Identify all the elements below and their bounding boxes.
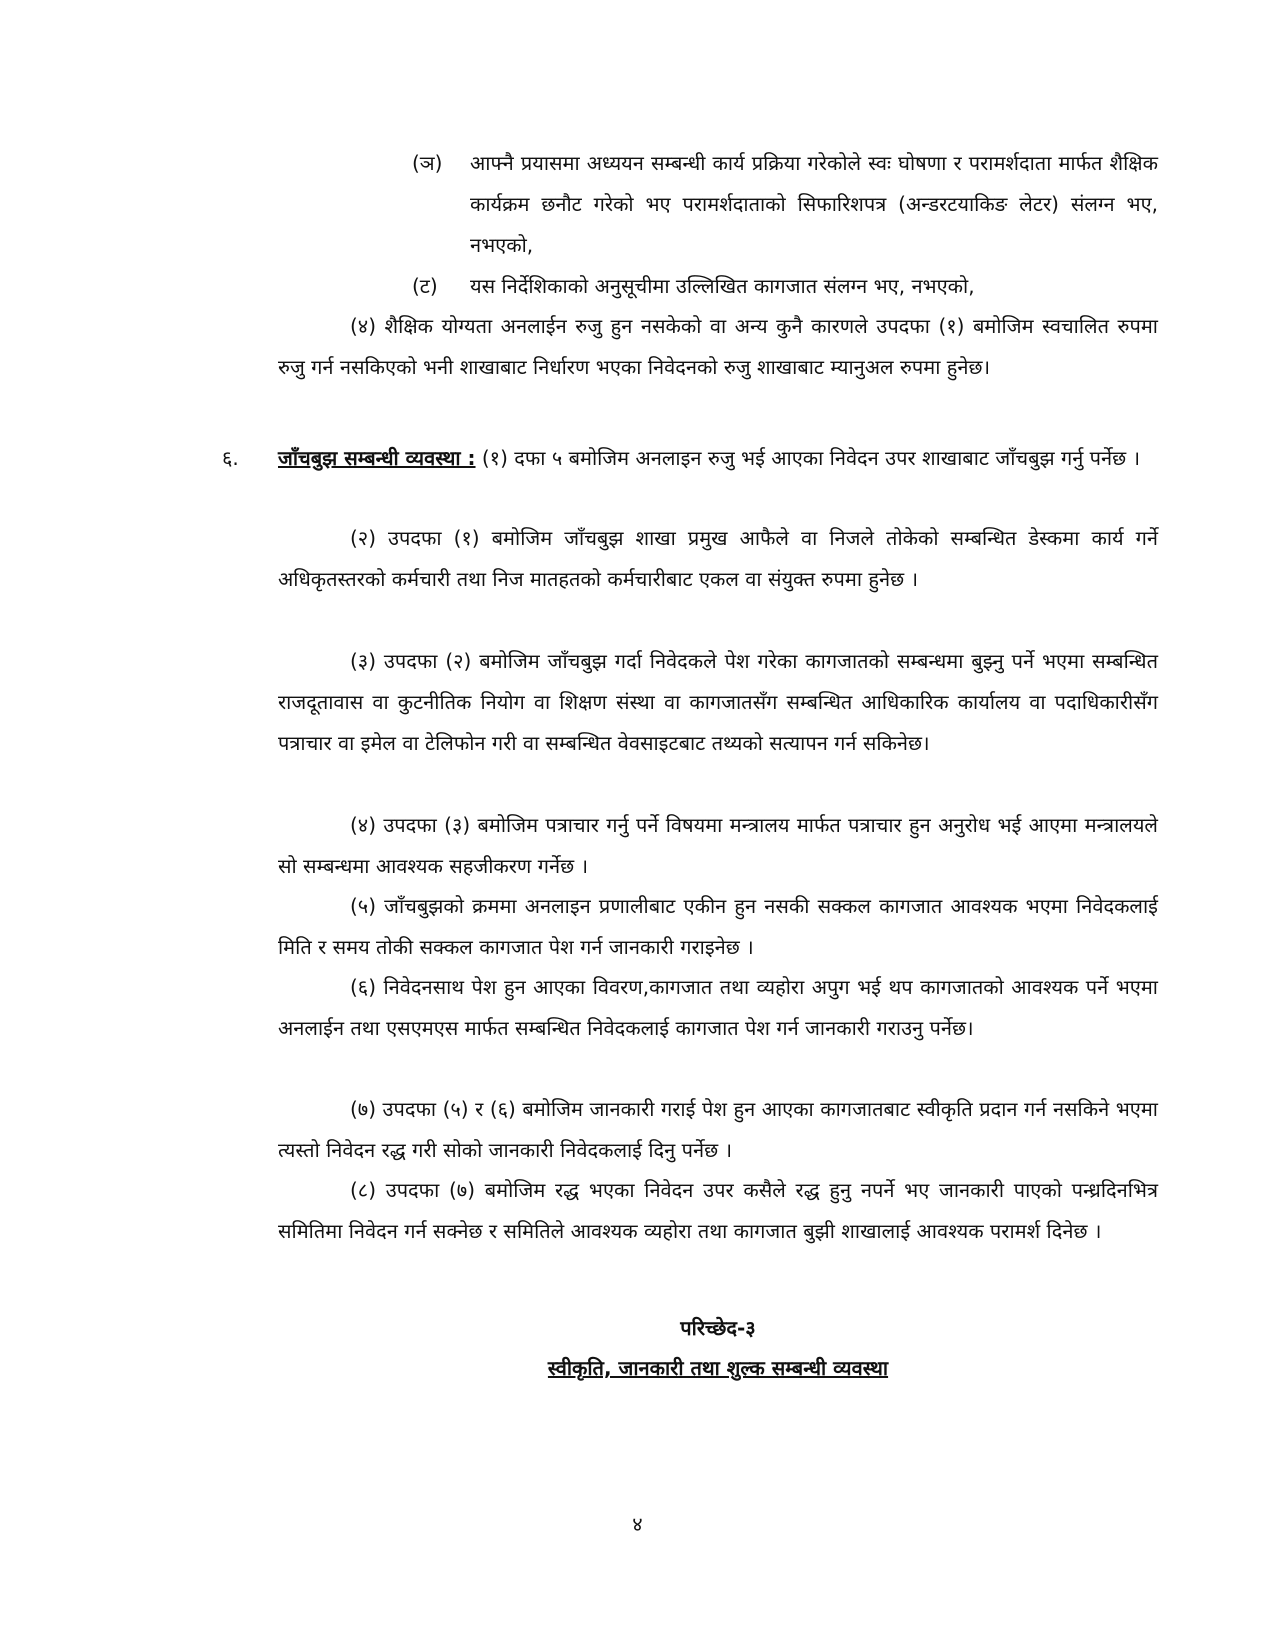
- section-6-paragraph-1: [278, 438, 1158, 479]
- chapter-number: परिच्छेद-३: [680, 1316, 756, 1340]
- section-6-paragraph-3: (३) उपदफा (२) बमोजिम जाँचबुझ गर्दा निवेदकले पेश गरेका कागजातको सम्बन्धमा बुझ्नु पर्ने भएमा सम्बन्धित राजदूतावास वा कुटनीतिक नियोग वा शिक्षण संस्था वा कागजातसँग सम्बन्धित आधिकारिक कार्यालय वा पदाधिकारीसँग पत्राचार वा इमेल वा टेलिफोन गरी वा सम्बन्धित वेवसाइटबाट तथ्यको सत्यापन गर्न सकिनेछ।: [278, 649, 1158, 755]
- page-number: ४: [632, 1512, 643, 1536]
- section-6-p1-text: (१) दफा ५ बमोजिम अनलाइन रुजु भई आएका निवेदन उपर शाखाबाट जाँचबुझ गर्नु पर्नेछ ।: [475, 446, 1141, 470]
- section-6-paragraph-8: (८) उपदफा (७) बमोजिम रद्ध भएका निवेदन उपर कसैले रद्ध हुनु नपर्ने भए जानकारी पाएको पन्ध्रदिनभित्र समितिमा निवेदन गर्न सक्नेछ र समितिले आवश्यक व्यहोरा तथा कागजात बुझी शाखालाई आवश्यक परामर्श दिनेछ ।: [278, 1178, 1158, 1243]
- section-6-paragraph-7: (७) उपदफा (५) र (६) बमोजिम जानकारी गराई पेश हुन आएका कागजातबाट स्वीकृति प्रदान गर्न नसकिने भएमा त्यस्तो निवेदन रद्ध गरी सोको जानकारी निवेदकलाई दिनु पर्नेछ ।: [278, 1097, 1158, 1162]
- clause-ja: [412, 143, 1158, 266]
- subsection-4-paragraph: (४) शैक्षिक योग्यता अनलाईन रुजु हुन नसकेको वा अन्य कुनै कारणले उपदफा (१) बमोजिम स्वचालित रुपमा रुजु गर्न नसकिएको भनी शाखाबाट निर्धारण भएका निवेदनको रुजु शाखाबाट म्यानुअल रुपमा हुनेछ।: [278, 314, 1158, 379]
- clause-ta-text: यस निर्देशिकाको अनुसूचीमा उल्लिखित कागजात संलग्न भए, नभएको,: [470, 274, 975, 298]
- section-6-heading: जाँचबुझ सम्बन्धी व्यवस्था :: [278, 446, 476, 470]
- chapter-title: स्वीकृति, जानकारी तथा शुल्क सम्बन्धी व्यवस्था: [547, 1356, 889, 1380]
- clause-ja-text: आफ्नै प्रयासमा अध्ययन सम्बन्धी कार्य प्रक्रिया गरेकोले स्वः घोषणा र परामर्शदाता मार्फत शैक्षिक कार्यक्रम छनौट गरेको भए परामर्शदाताको सिफारिशपत्र (अन्डरटयाकिङ लेटर) संलग्न भए, नभएको,: [470, 151, 1158, 257]
- clause-ja-mark: (ञ): [412, 151, 443, 175]
- section-6-paragraph-2: (२) उपदफा (१) बमोजिम जाँचबुझ शाखा प्रमुख आफैले वा निजले तोकेको सम्बन्धित डेस्कमा कार्य गर्ने अधिकृतस्तरको कर्मचारी तथा निज मातहतको कर्मचारीबाट एकल वा संयुक्त रुपमा हुनेछ ।: [278, 526, 1158, 591]
- section-6-paragraph-6: (६) निवेदनसाथ पेश हुन आएका विवरण,कागजात तथा व्यहोरा अपुग भई थप कागजातको आवश्यक पर्ने भएमा अनलाईन तथा एसएमएस मार्फत सम्बन्धित निवेदकलाई कागजात पेश गर्न जानकारी गराउनु पर्नेछ।: [278, 975, 1158, 1040]
- clause-ta: [412, 266, 1158, 307]
- section-6-paragraph-5: (५) जाँचबुझको क्रममा अनलाइन प्रणालीबाट एकीन हुन नसकी सक्कल कागजात आवश्यक भएमा निवेदकलाई मिति र समय तोकी सक्कल कागजात पेश गर्न जानकारी गराइनेछ ।: [278, 894, 1158, 959]
- clause-ta-mark: (ट): [412, 274, 438, 298]
- section-6-number: ६.: [222, 446, 239, 470]
- section-6-paragraph-4: (४) उपदफा (३) बमोजिम पत्राचार गर्नु पर्ने विषयमा मन्त्रालय मार्फत पत्राचार हुन अनुरोध भई आएमा मन्त्रालयले सो सम्बन्धमा आवश्यक सहजीकरण गर्नेछ ।: [278, 813, 1158, 878]
